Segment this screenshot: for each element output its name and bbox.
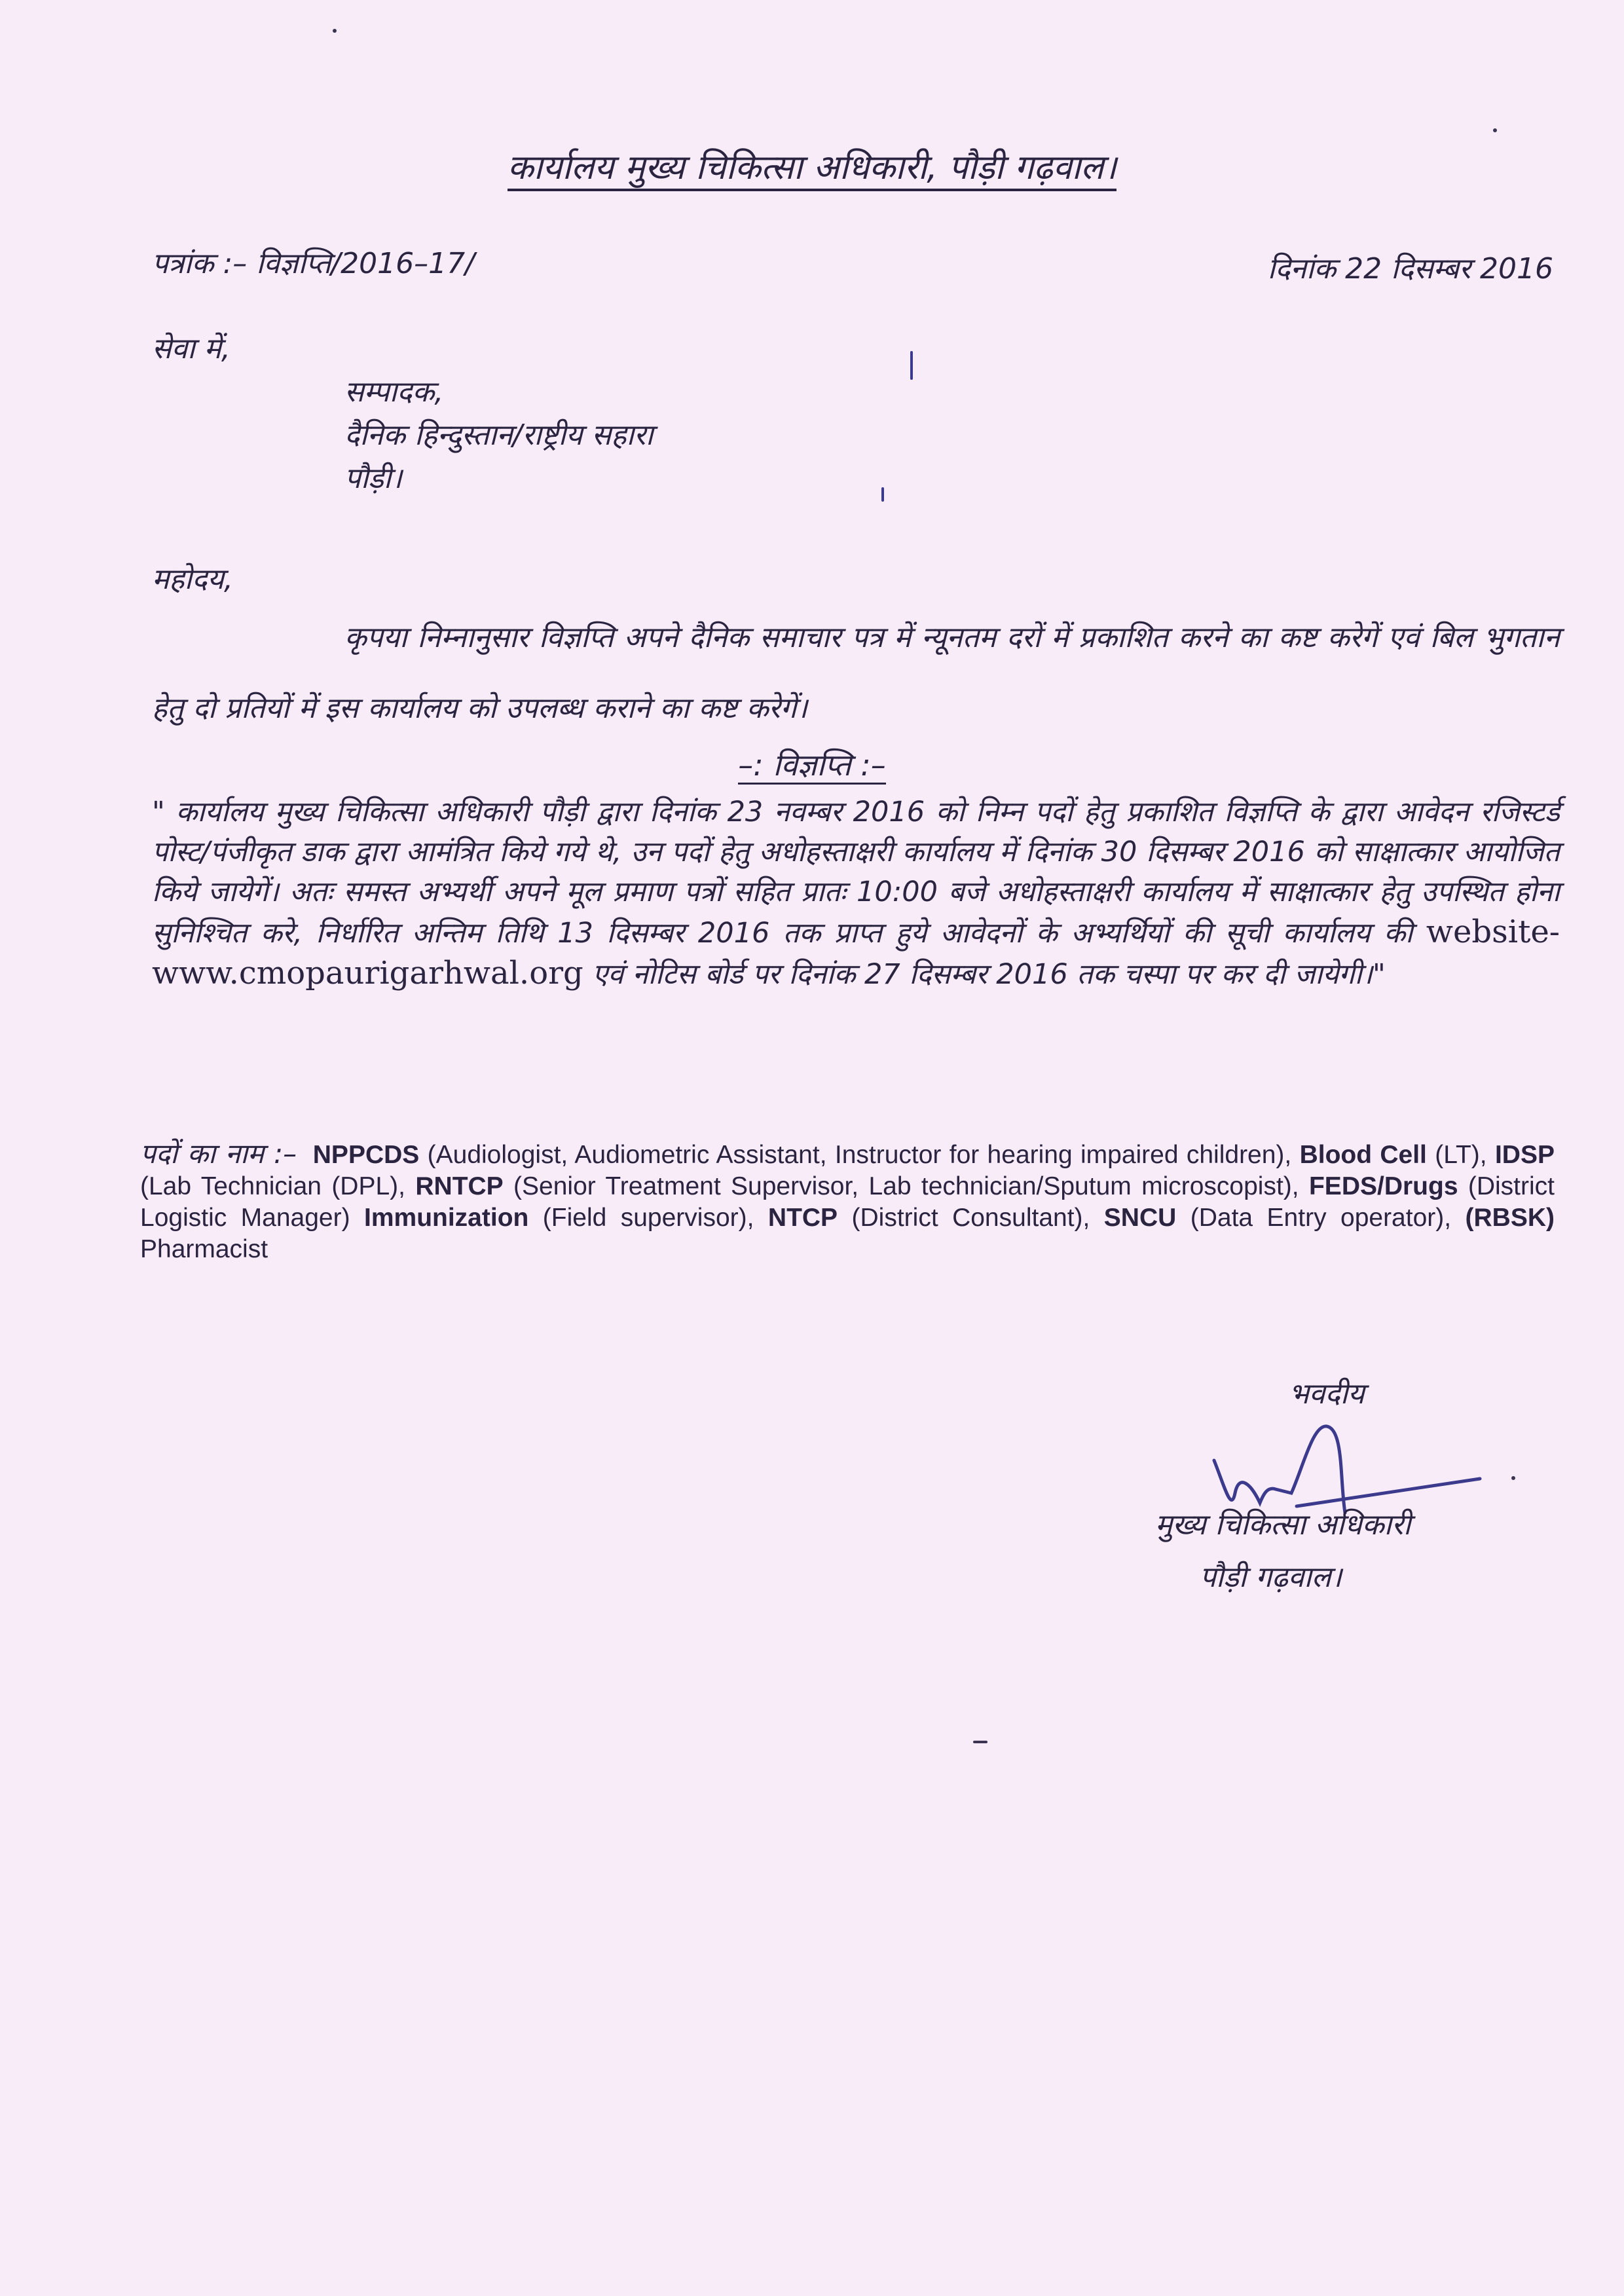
signatory-location: पौड़ी गढ़वाल। — [1200, 1561, 1342, 1594]
post-details: Pharmacist — [140, 1235, 268, 1263]
post-details: (District Logistic Manager) — [140, 1172, 1555, 1232]
post-program: NPPCDS — [312, 1141, 420, 1169]
post-details: (Lab Technician (DPL), — [140, 1172, 416, 1200]
paper-speck — [1511, 1476, 1515, 1480]
salutation-to: सेवा में, — [152, 332, 231, 365]
post-program: NTCP — [767, 1204, 838, 1232]
post-details: (District Consultant), — [838, 1204, 1104, 1232]
post-program: Immunization — [364, 1204, 529, 1232]
post-details: (Data Entry operator), — [1176, 1204, 1466, 1232]
request-paragraph: कृपया निम्नानुसार विज्ञप्ति अपने दैनिक समाचार पत्र में न्यूनतम दरों में प्रकाशित करने का कष्ट करेगें एवं बिल भुगतान हेतु दो प्रतियों में इस कार्यालय को उपलब्ध कराने का कष्ट करेगें। — [152, 621, 1560, 725]
paper-speck — [973, 1741, 987, 1743]
reference-number: पत्रांक :– विज्ञप्ति/2016–17/ — [152, 247, 475, 280]
post-program: Blood Cell — [1299, 1141, 1427, 1169]
post-details: (Audiologist, Audiometric Assistant, Instructor for hearing impaired children), — [419, 1141, 1300, 1169]
recipient-line: पौड़ी। — [344, 462, 402, 495]
signatory-designation: मुख्य चिकित्सा अधिकारी — [1155, 1508, 1411, 1542]
post-details: (LT), — [1426, 1141, 1495, 1169]
post-program: (RBSK) — [1465, 1204, 1555, 1232]
post-details: (Field supervisor), — [528, 1204, 768, 1232]
recipient-line: सम्पादक, — [344, 375, 444, 409]
post-program: RNTCP — [415, 1172, 504, 1200]
recipient-line: दैनिक हिन्दुस्तान/राष्ट्रीय सहारा — [344, 418, 654, 452]
letter-date: दिनांक 22 दिसम्बर 2016 — [1267, 252, 1553, 286]
paper-speck — [910, 351, 913, 380]
posts-list — [140, 1138, 1555, 1265]
paper-speck — [881, 487, 884, 502]
notice-body — [152, 792, 1560, 995]
notice-text: " कार्यालय मुख्य चिकित्सा अधिकारी पौड़ी द्वारा दिनांक 23 नवम्बर 2016 को निम्न पदों हेतु प्रकाशित विज्ञप्ति के द्वारा आवेदन रजिस्टर्ड पोस्ट/पंजीकृत डाक द्वारा आमंत्रित किये गये थे, उन पदों हेतु अधोहस्ताक्षरी कार्यालय में दिनांक 30 दिसम्बर 2016 को साक्षात्कार आयोजित किये जायेगें। अतः समस्त अभ्यर्थी अपने मूल प्रमाण पत्रों सहित प्रातः 10:00 बजे अधोहस्ताक्षरी कार्यालय में साक्षात्कार हेतु उपस्थित होना सुनिश्चित करे, निर्धारित अन्तिम तिथि 13 दिसम्बर 2016 तक प्राप्त हुये आवेदनों के अभ्यर्थियों की सूची कार्यालय की — [152, 796, 1560, 950]
greeting: महोदय, — [152, 563, 233, 596]
notice-text: एवं नोटिस बोर्ड पर दिनांक 27 दिसम्बर 2016 तक चस्पा पर कर दी जायेगी।" — [592, 958, 1386, 991]
recipient-address — [344, 371, 653, 500]
website-link: website- www.cmopaurigarhwal.org — [152, 914, 1560, 991]
paper-speck — [1493, 128, 1497, 132]
closing: भवदीय — [1289, 1377, 1365, 1411]
paper-speck — [333, 29, 337, 33]
office-title: कार्यालय मुख्य चिकित्सा अधिकारी, पौड़ी गढ़वाल। — [0, 143, 1624, 189]
notice-heading: –: विज्ञप्ति :– — [0, 744, 1624, 785]
post-details: (Senior Treatment Supervisor, Lab technician/Sputum microscopist), — [503, 1172, 1309, 1200]
post-program: IDSP — [1494, 1141, 1555, 1169]
post-program: SNCU — [1103, 1204, 1177, 1232]
post-program: FEDS/Drugs — [1308, 1172, 1458, 1200]
posts-lead: पदों का नाम :– — [140, 1138, 297, 1170]
